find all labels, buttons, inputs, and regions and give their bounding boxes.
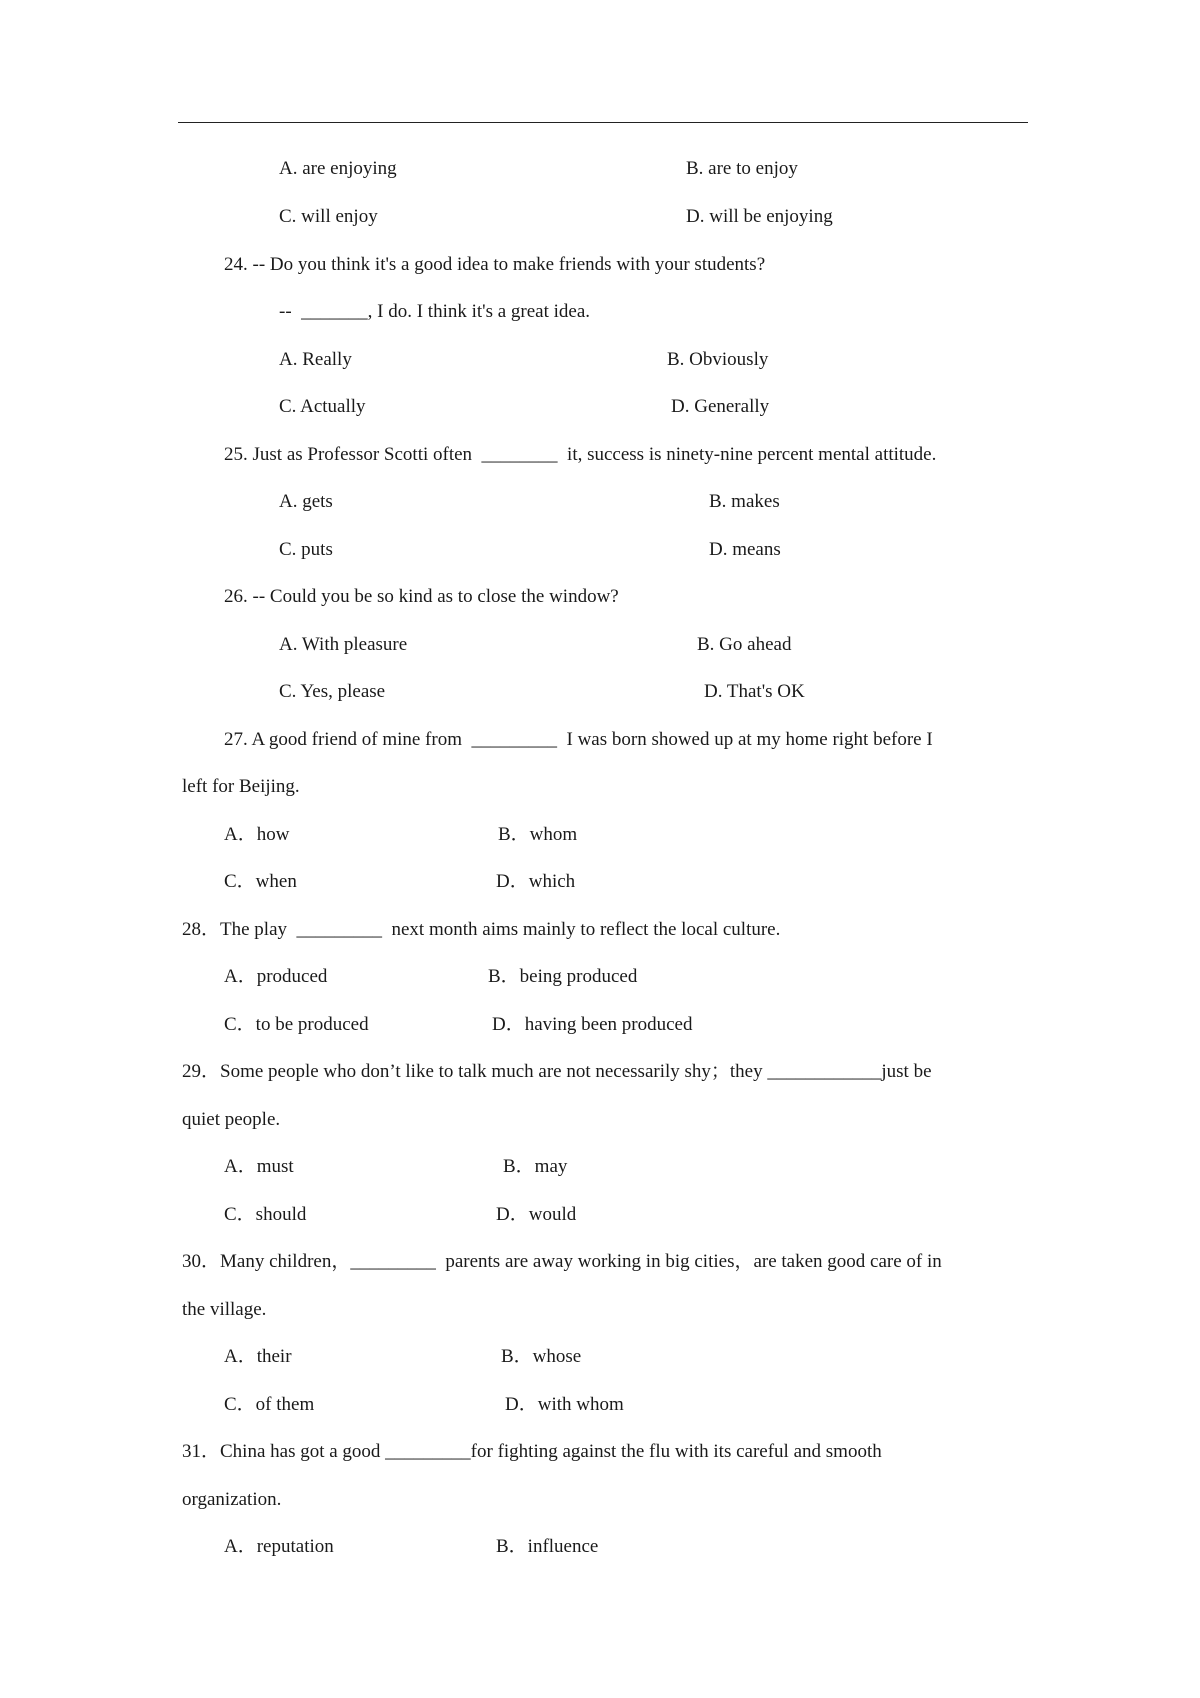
q23-option-d: D. will be enjoying [686,206,833,227]
q25-option-c: C. puts [279,539,333,560]
q23-option-a: A. are enjoying [279,158,397,179]
q31-option-b: B．influence [496,1536,599,1557]
q24-option-c: C. Actually [279,396,366,417]
q24-option-d: D. Generally [671,396,770,417]
q28-option-d: D．having been produced [492,1014,693,1035]
header-rule [178,122,1028,123]
q23-option-b: B. are to enjoy [686,158,798,179]
q28-option-c: C．to be produced [224,1014,369,1035]
q24-reply: -- _______, I do. I think it's a great idea. [279,301,591,322]
q31-stem-continued: organization. [182,1489,282,1510]
q26-stem: 26. -- Could you be so kind as to close the window? [224,586,619,607]
q25-stem: 25. Just as Professor Scotti often ________ it, success is ninety-nine percent mental attitude. [224,444,937,465]
q29-option-d: D．would [496,1204,577,1225]
q27-option-d: D．which [496,871,576,892]
q24-option-b: B. Obviously [667,349,769,370]
q24-option-a: A. Really [279,349,352,370]
q30-option-d: D．with whom [505,1394,624,1415]
q25-option-a: A. gets [279,491,333,512]
q30-option-b: B．whose [501,1346,582,1367]
q30-stem-continued: the village. [182,1299,267,1320]
q27-stem: 27. A good friend of mine from _________ I was born showed up at my home right before I [224,729,933,750]
q27-option-b: B．whom [498,824,578,845]
q29-option-c: C．should [224,1204,307,1225]
q31-stem: 31．China has got a good _________for fighting against the flu with its careful and smooth [182,1441,882,1462]
q26-option-a: A. With pleasure [279,634,408,655]
q29-stem: 29．Some people who don’t like to talk much are not necessarily shy；they ____________just be [182,1061,932,1082]
q28-stem: 28．The play _________ next month aims mainly to reflect the local culture. [182,919,781,940]
q27-option-c: C．when [224,871,297,892]
q24-stem: 24. -- Do you think it's a good idea to make friends with your students? [224,254,766,275]
q30-stem: 30．Many children，_________ parents are away working in big cities，are taken good care of in [182,1251,942,1272]
q26-option-b: B. Go ahead [697,634,792,655]
q30-option-a: A．their [224,1346,292,1367]
q23-option-c: C. will enjoy [279,206,378,227]
q28-option-b: B．being produced [488,966,638,987]
q27-stem-continued: left for Beijing. [182,776,300,797]
q30-option-c: C．of them [224,1394,315,1415]
q28-option-a: A．produced [224,966,328,987]
q29-option-a: A．must [224,1156,294,1177]
q25-option-b: B. makes [709,491,780,512]
q26-option-d: D. That's OK [704,681,805,702]
q27-option-a: A．how [224,824,290,845]
q29-stem-continued: quiet people. [182,1109,281,1130]
q26-option-c: C. Yes, please [279,681,386,702]
q29-option-b: B．may [503,1156,568,1177]
q25-option-d: D. means [709,539,781,560]
q31-option-a: A．reputation [224,1536,334,1557]
